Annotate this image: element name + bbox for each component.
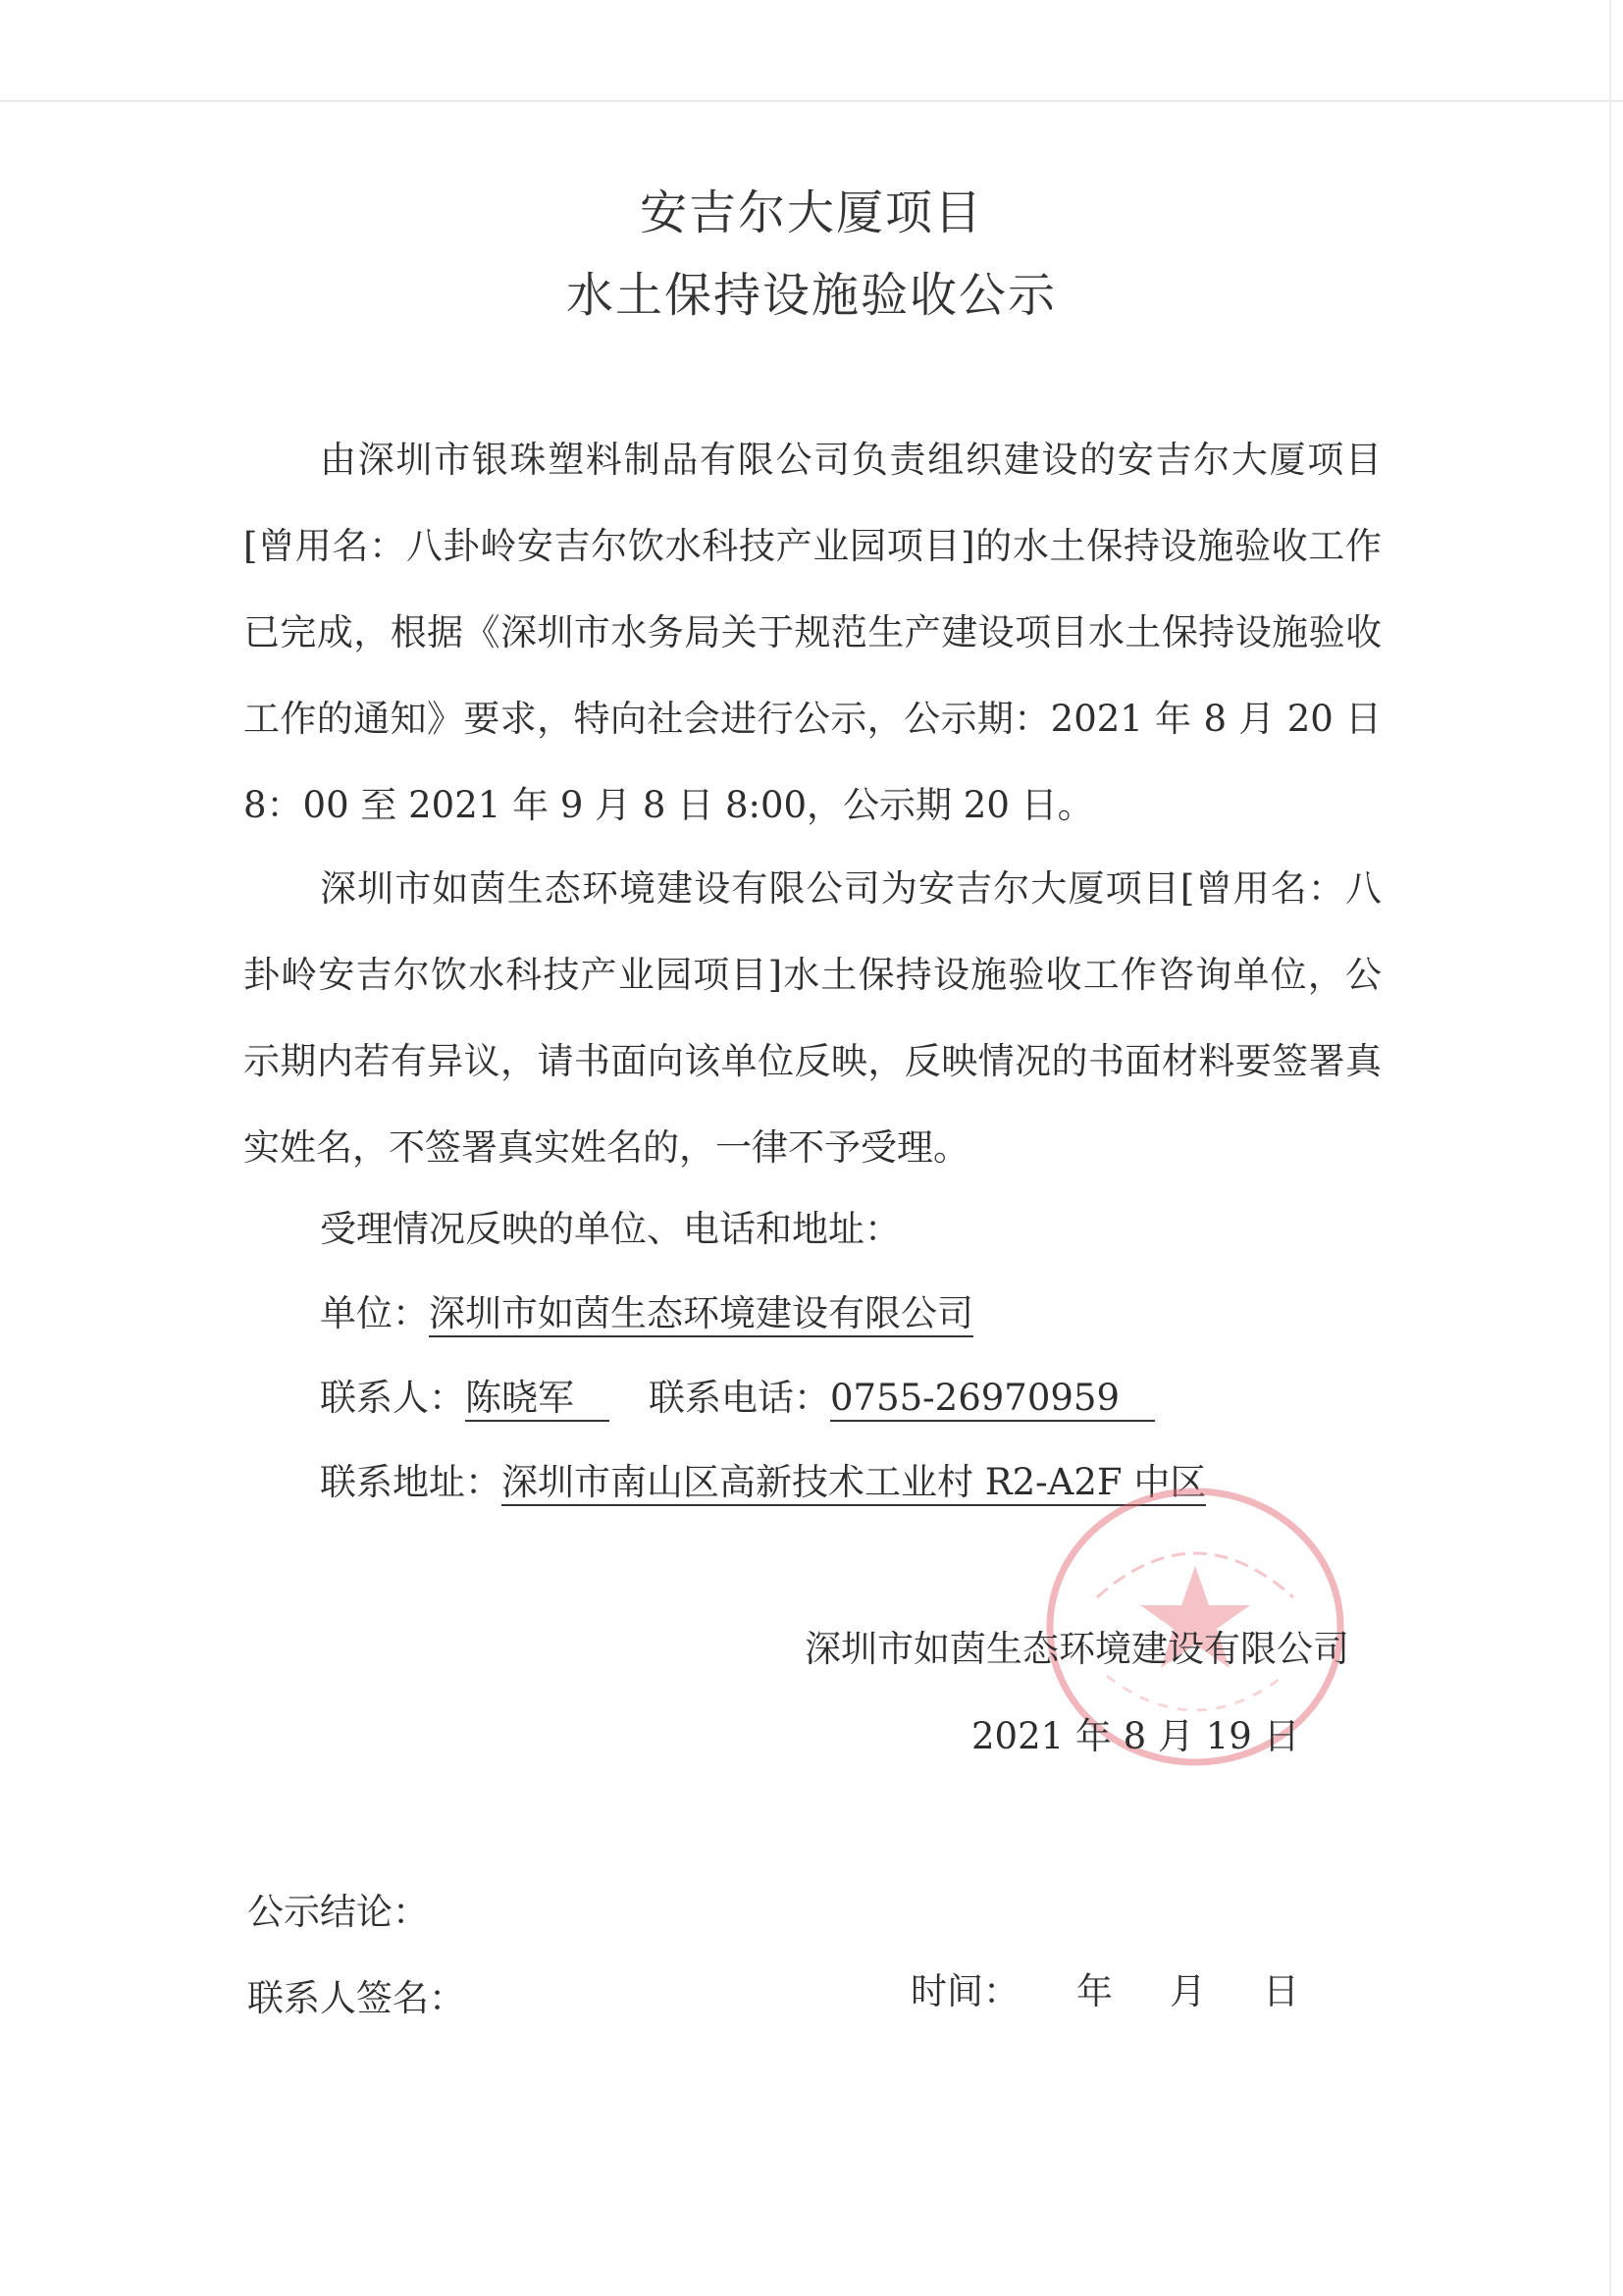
scan-border-right [1609,0,1611,2296]
contact-unit-row [320,1289,973,1338]
phone-label: 联系电话： [649,1377,830,1419]
month-label: 月 [1170,1970,1206,2012]
signer-date: 2021 年 8 月 19 日 [971,1715,1300,1757]
contact-person-row [320,1374,1155,1423]
contact-intro: 受理情况反映的单位、电话和地址： [320,1208,901,1250]
conclusion-label: 公示结论： [247,1891,429,1933]
time-label: 时间： [911,1970,1020,2012]
unit-value: 深圳市如茵生态环境建设有限公司 [429,1292,973,1337]
year-label: 年 [1076,1970,1113,2012]
document-title-line2: 水土保持设施验收公示 [565,268,1057,323]
body-paragraph-2: 深圳市如茵生态环境建设有限公司为安吉尔大厦项目[曾用名：八卦岭安吉尔饮水科技产业园项目]水土保持设施验收工作咨询单位，公示期内若有异议，请书面向该单位反映，反映情况的书面材料要签署真实姓名，不签署真实姓名的，一律不予受理。 [243,867,1382,1169]
person-label: 联系人： [320,1377,465,1419]
person-value: 陈晓军 [465,1377,609,1422]
address-label: 联系地址： [320,1461,501,1503]
signature-label: 联系人签名： [247,1977,465,2019]
address-value: 深圳市南山区高新技术工业村 R2-A2F 中区 [501,1461,1206,1506]
body-paragraph-1: 由深圳市银珠塑料制品有限公司负责组织建设的安吉尔大厦项目[曾用名：八卦岭安吉尔饮水科技产业园项目]的水土保持设施验收工作已完成，根据《深圳市水务局关于规范生产建设项目水土保持设施验收工作的通知》要求，特向社会进行公示，公示期：2021 年 8 月 20 日 8：00 至 2021 年 9 月 8 日 8:00，公示期 20 日。 [243,439,1382,826]
scan-border-top [0,100,1623,102]
day-label: 日 [1263,1970,1299,2012]
signer-company: 深圳市如茵生态环境建设有限公司 [805,1628,1349,1670]
unit-label: 单位： [320,1292,429,1334]
time-row [911,1967,1299,2016]
phone-value: 0755-26970959 [830,1377,1155,1422]
document-title-line1: 安吉尔大厦项目 [639,185,983,240]
